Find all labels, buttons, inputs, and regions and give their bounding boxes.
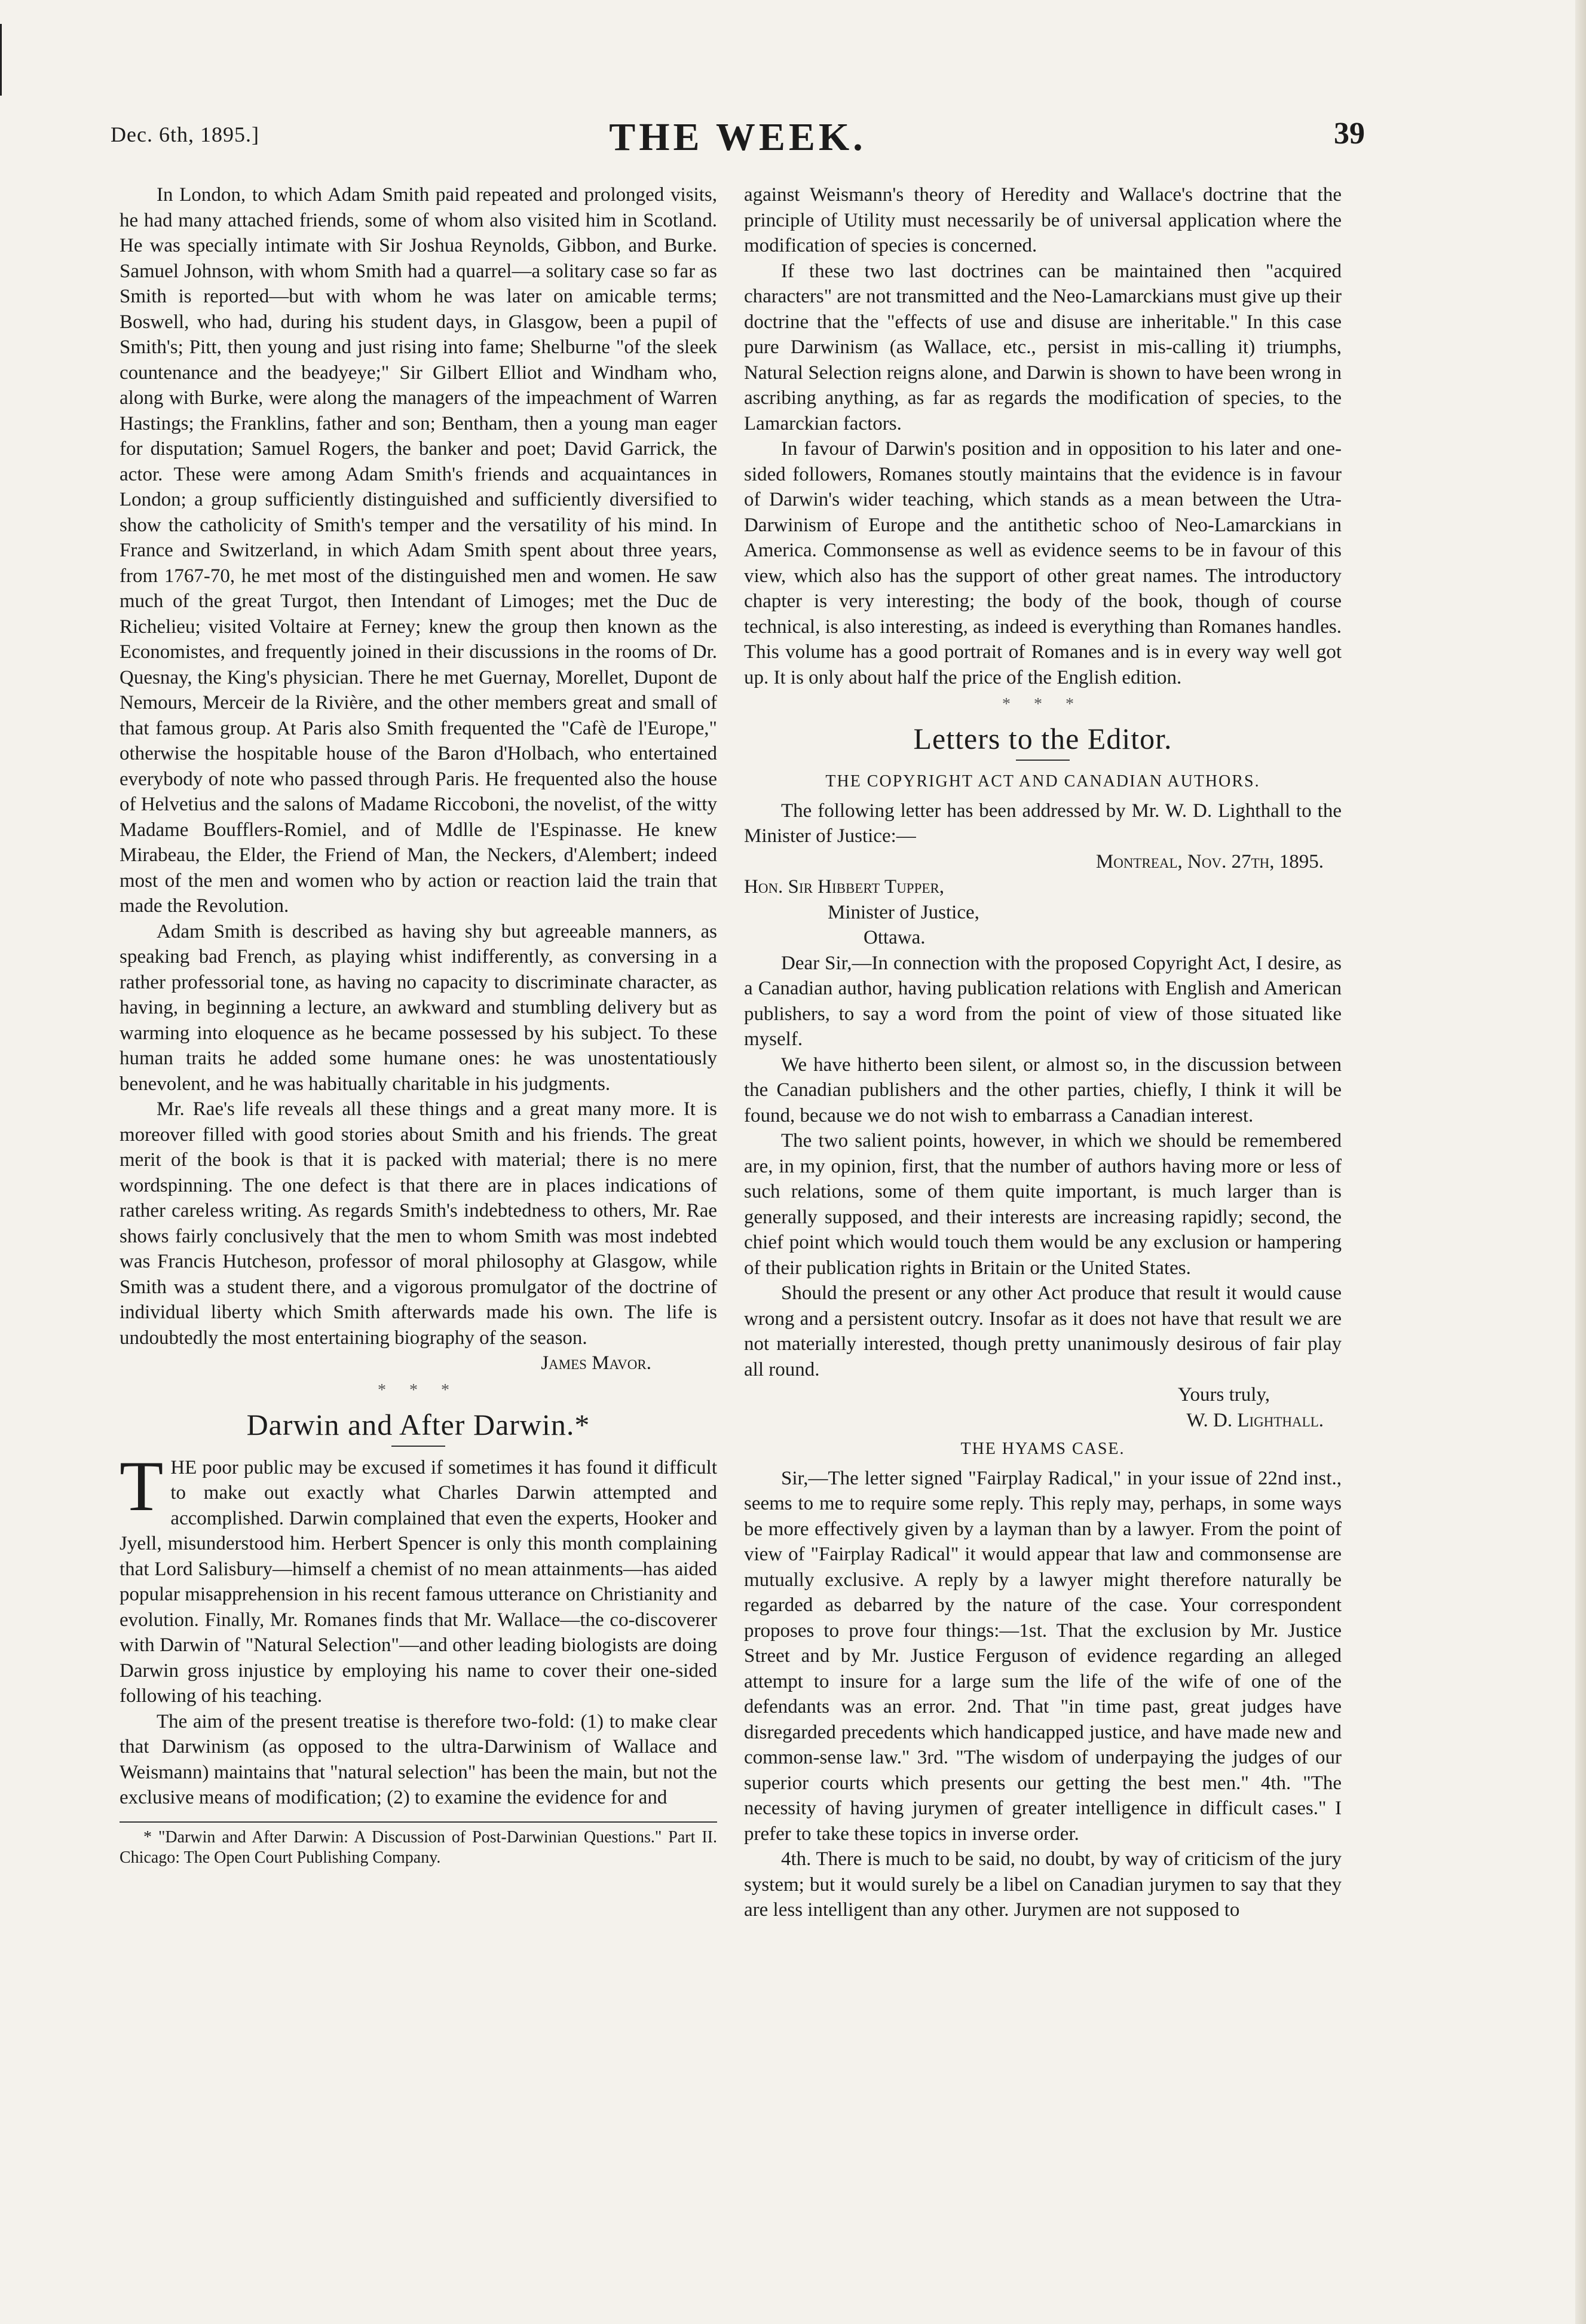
darwin-paragraph: In favour of Darwin's position and in opposition to his later and one-sided followers, Romanes stoutly maintains that the evidence is in favour of Darwin's wider teaching, which stands as a mean between the Utra-Darwinism of Europe and the antithetic schoo of Neo-Lamarckians in America. Commonsense as well as evidence seems to be in favour of this view, which also has the support of other great names. The introductory chapter is very interesting; the body of the book, though of course technical, is also interesting, as indeed is everything than Romanes handles. This volume has a good portrait of Romanes and is in every way well got up. It is only about half the price of the English edition. bbox=[744, 438, 1342, 688]
letter-intro: The following letter has been addressed by Mr. W. D. Lighthall to the Minister of Justice:— bbox=[744, 800, 1342, 847]
letters-section-title: Letters to the Editor. bbox=[913, 722, 1172, 755]
title-rule bbox=[1016, 760, 1070, 761]
review-signature: James Mavor. bbox=[541, 1352, 651, 1374]
publication-title: THE WEEK. bbox=[609, 115, 867, 159]
letter-paragraph: We have hitherto been silent, or almost so, in the discussion between the Canadian publishers and the other parties, chiefly, I think it will be found, because we do not wish to embarrass a Canadian interest. bbox=[744, 1054, 1342, 1126]
margin-mark bbox=[0, 24, 7, 96]
letter-addressee-city: Ottawa. bbox=[864, 927, 926, 948]
right-column bbox=[744, 182, 1342, 1923]
section-separator: * * * bbox=[378, 1380, 459, 1400]
letter-paragraph: Sir,—The letter signed "Fairplay Radical," in your issue of 22nd inst., seems to me to require some reply. This reply may, perhaps, in some ways be more effectively given by a layman than by a lawyer. From the point of view of "Fairplay Radical" it would appear that law and commonsense are mutually exclusive. A reply by a lawyer might therefore naturally be regarded as debarred by the nature of the case. Your correspondent proposes to prove four things:—1st. That the exclusion by Mr. Justice Street and by Mr. Justice Ferguson of evidence regarding an alleged attempt to insure for a large sum the life of the wife of one of the defendants was an error. 2nd. That "in time past, great judges have disregarded precedents which handicapped justice, and have made new and common-sense law." 3rd. "The wisdom of underpaying the judges of our superior courts which presents our getting the best men." 4th. "The necessity of having jurymen of greater intelligence in difficult cases." I prefer to take these topics in inverse order. bbox=[744, 1467, 1342, 1845]
section-separator: * * * bbox=[1002, 695, 1083, 714]
page-binding-edge bbox=[1575, 0, 1586, 2324]
page-number: 39 bbox=[1334, 117, 1365, 151]
smith-paragraph: Mr. Rae's life reveals all these things and a great many more. It is moreover filled with good stories about Smith and his friends. The great merit of the book is that it is packed with material; there is no mere wordspinning. The one defect is that there are in places indications of rather careless writing. As regards Smith's indebtedness to others, Mr. Rae shows fairly conclusively that the men to whom Smith was most indebted was Francis Hutcheson, professor of moral philosophy at Glasgow, while Smith was a student there, and a vigorous promulgator of the doctrine of individual liberty which Smith afterwards made his own. The life is undoubtedly the most entertaining biography of the season. bbox=[120, 1098, 717, 1349]
darwin-section-title: Darwin and After Darwin.* bbox=[246, 1407, 590, 1441]
copyright-letter-heading: THE COPYRIGHT ACT AND CANADIAN AUTHORS. bbox=[825, 772, 1260, 791]
title-rule bbox=[391, 1446, 445, 1447]
letter-paragraph: 4th. There is much to be said, no doubt, by way of criticism of the jury system; but it would surely be a libel on Canadian jurymen to say that they are less intelligent than any other. Jurymen are not supposed to bbox=[744, 1848, 1342, 1921]
darwin-paragraph-text: HE poor public may be excused if sometimes it has found it difficult to make out exactly what Charles Darwin attempted and accomplished. Darwin complained that even the experts, Hooker and Jyell, misunderstood him. Herbert Spencer is only this month complaining that Lord Salisbury—himself a chemist of no mean attainments—has aided popular misapprehension in his recent famous utterance on Christianity and evolution. Finally, Mr. Romanes finds that Mr. Wallace—the co-discoverer with Darwin of "Natural Selection"—and other leading biologists are doing Darwin gross injustice by employing his name to cover their one-sided following of his teaching. bbox=[120, 1456, 717, 1707]
darwin-paragraph bbox=[120, 1446, 717, 1709]
darwin-paragraph: against Weismann's theory of Heredity and Wallace's doctrine that the principle of Utility must necessarily be of universal application where the modification of species is concerned. bbox=[744, 184, 1342, 256]
drop-cap: T bbox=[120, 1446, 164, 1526]
darwin-paragraph: If these two last doctrines can be maintained then "acquired characters" are not transmitted and the Neo-Lamarckians must give up their doctrine that the "effects of use and disuse are inheritable." In this case pure Darwinism (as Wallace, etc., persist in mis-calling it) triumphs, Natural Selection reigns alone, and Darwin is shown to have been wrong in ascribing anything, as far as regards the modification of species, to the Lamarckian factors. bbox=[744, 260, 1342, 434]
page-header bbox=[111, 115, 1365, 169]
left-column bbox=[120, 182, 717, 1868]
letter-paragraph: Dear Sir,—In connection with the proposed Copyright Act, I desire, as a Canadian author, having publication relations with English and American publishers, to say a word from the point of view of those situated like myself. bbox=[744, 952, 1342, 1050]
smith-paragraph: Adam Smith is described as having shy but agreeable manners, as speaking bad French, as playing whist indifferently, as conversing in a rather professorial tone, as having no capacity to discriminate character, as having, in beginning a lecture, an awkward and stumbling delivery but as warming into eloquence as he became possessed by his subject. To these human traits he added some humane ones: he was unostentatiously benevolent, and he was habitually charitable in his judgments. bbox=[120, 920, 717, 1095]
letter-paragraph: The two salient points, however, in which we should be remembered are, in my opinion, first, that the number of authors having more or less of such relations, some of them quite important, is much larger than is generally supposed, and their interests are increasing rapidly; second, the chief point which would touch them would be any exclusion or hampering of their publication rights in Britain or the United States. bbox=[744, 1130, 1342, 1279]
letter-paragraph: Should the present or any other Act produce that result it would cause wrong and a persistent outcry. Insofar as it does not have that result we are not materially interested, though pretty unanimously desirous of fair play all round. bbox=[744, 1282, 1342, 1380]
letter-addressee-title: Minister of Justice, bbox=[828, 901, 979, 923]
footnote: * "Darwin and After Darwin: A Discussion of Post-Darwinian Questions." Part II. Chicago: The Open Court Publishing Company. bbox=[120, 1821, 717, 1868]
letter-closing: Yours truly, bbox=[1177, 1384, 1270, 1406]
smith-paragraph: In London, to which Adam Smith paid repeated and prolonged visits, he had many attached friends, some of whom also visited him in Scotland. He was specially intimate with Sir Joshua Reynolds, Gibbon, and Burke. Samuel Johnson, with whom Smith had a quarrel—a solitary case so far as Smith is reported—but with whom he was later on amicable terms; Boswell, who had, during his student days, in Glasgow, been a pupil of Smith's; Pitt, then young and just rising into fame; Shelburne "of the sleek countenance and the beadyeye;" Sir Gilbert Elliot and Windham who, along with Burke, were along the managers of the impeachment of Warren Hastings; the Franklins, father and son; Bentham, then a young man eager for disputation; Samuel Rogers, the banker and poet; David Garrick, the actor. These were among Adam Smith's friends and acquaintances in London; a group sufficiently distinguished and sufficiently diversified to show the catholicity of Smith's temper and the versatility of his mind. In France and Switzerland, in which Adam Smith spent about three years, from 1767-70, he met most of the distinguished men and women. He saw much of the great Turgot, then Intendant of Limoges; met the Duc de Richelieu; visited Voltaire at Ferney; knew the group then known as the Economistes, and frequently joined in their discussions in the rooms of Dr. Quesnay, the King's physician. There he met Guernay, Morellet, Dupont de Nemours, Merceir de la Rivière, and the other members great and small of that famous group. At Paris also Smith frequented the "Cafè de l'Europe," otherwise the hospitable house of the Baron d'Holbach, who entertained everybody of note who passed through Paris. He frequented also the house of Helvetius and the salons of Madame Riccoboni, the novelist, of the witty Madame Boufflers-Romiel, and of Mdlle de l'Espinasse. He knew Mirabeau, the Elder, the Friend of Man, the Neckers, d'Alembert; indeed most of the men and women who by action or reaction laid the train that made the Revolution. bbox=[120, 184, 717, 917]
issue-date: Dec. 6th, 1895.] bbox=[111, 123, 259, 146]
letter-addressee: Hon. Sir Hibbert Tupper, bbox=[744, 876, 945, 898]
letter-signature: W. D. Lighthall. bbox=[1186, 1409, 1324, 1431]
darwin-paragraph: The aim of the present treatise is therefore two-fold: (1) to make clear that Darwinism (as opposed to the ultra-Darwinism of Wallace and Weismann) maintains that "natural selection" has been the main, but not the exclusive means of modification; (2) to examine the evidence for and bbox=[120, 1710, 717, 1808]
hyams-letter-heading: THE HYAMS CASE. bbox=[960, 1440, 1125, 1458]
letter-dateline: Montreal, Nov. 27th, 1895. bbox=[1095, 850, 1324, 872]
